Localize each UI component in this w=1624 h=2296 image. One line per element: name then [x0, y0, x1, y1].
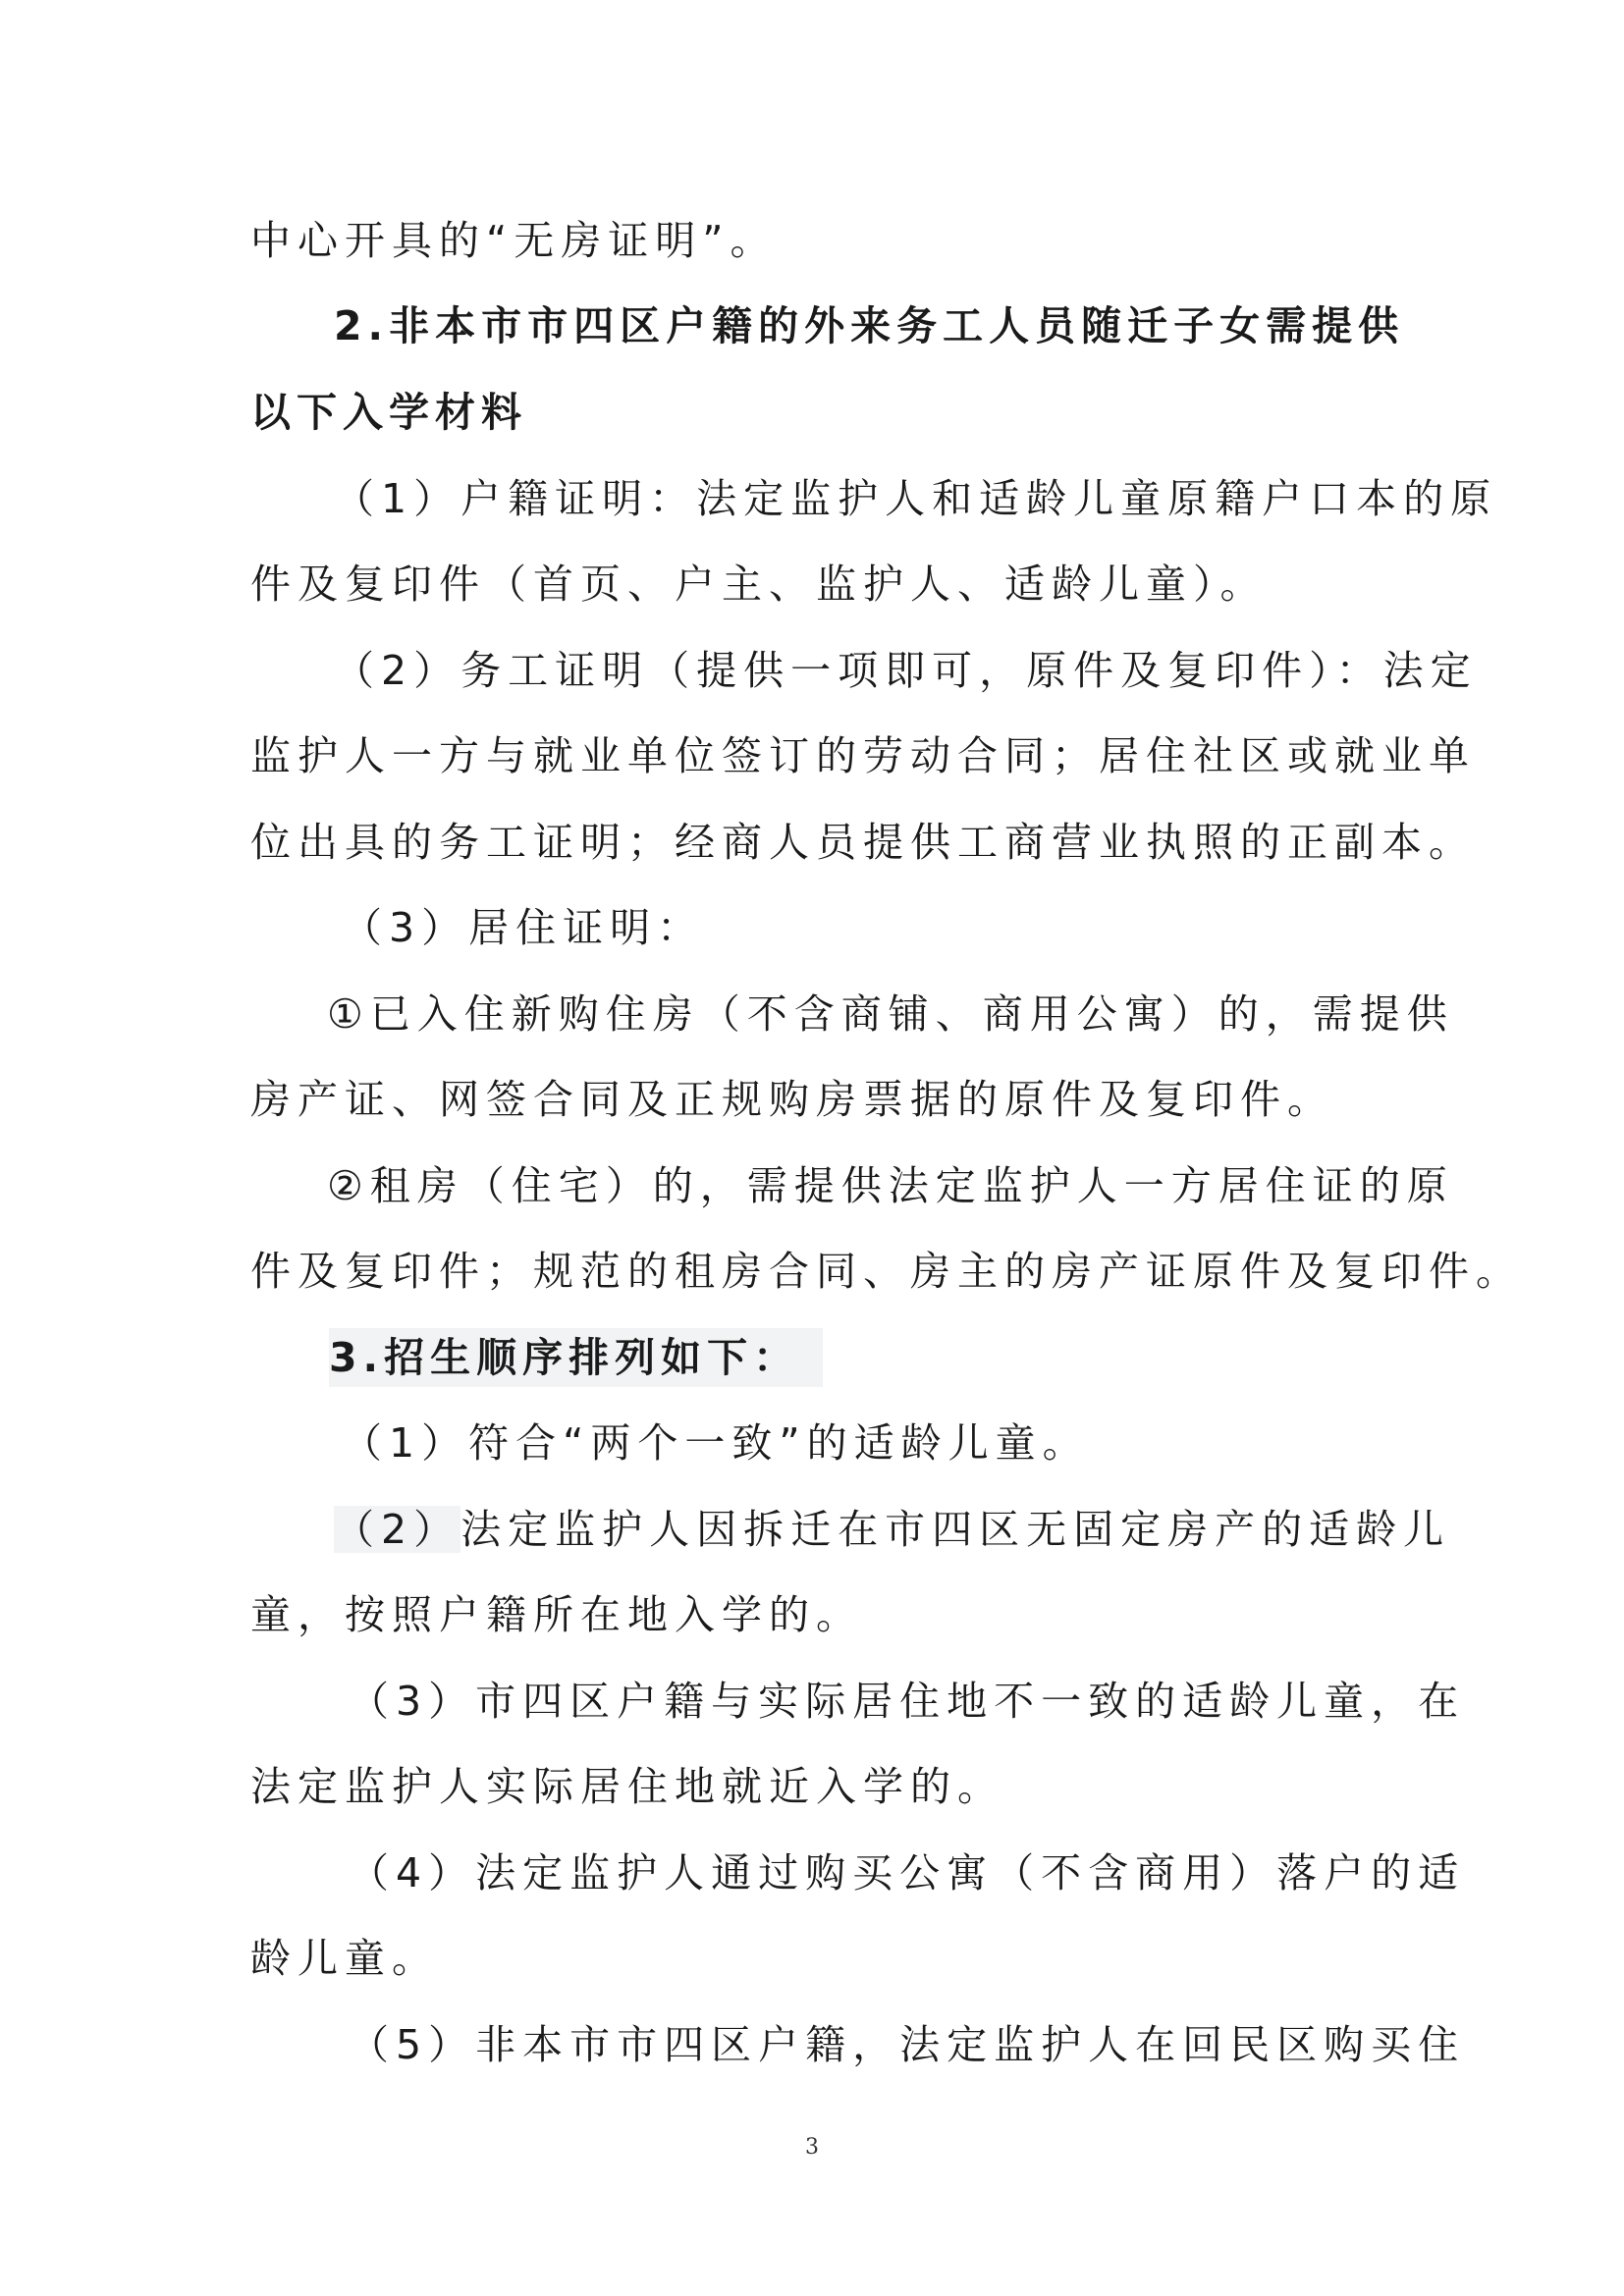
paragraph-line: 中心开具的“无房证明”。 [250, 217, 778, 264]
paragraph-line [334, 1500, 1450, 1559]
paragraph-line: 童，按照户籍所在地入学的。 [250, 1591, 863, 1638]
paragraph-line: 龄儿童。 [250, 1935, 439, 1982]
page-number: 3 [805, 2135, 819, 2160]
paragraph-line: 件及复印件；规范的租房合同、房主的房产证原件及复印件。 [250, 1248, 1523, 1295]
paragraph-line: （3）市四区户籍与实际居住地不一致的适龄儿童，在 [349, 1678, 1466, 1725]
paragraph-line: 房产证、网签合同及正规购房票据的原件及复印件。 [250, 1076, 1334, 1123]
paragraph-line: （3）居住证明： [342, 904, 705, 951]
section-heading-continued: 以下入学材料 [250, 389, 527, 436]
highlighted-item-number: （2） [334, 1506, 461, 1553]
paragraph-text: 法定监护人因拆迁在市四区无固定房产的适龄儿 [460, 1506, 1451, 1553]
paragraph-line: （4）法定监护人通过购买公寓（不含商用）落户的适 [349, 1849, 1466, 1896]
paragraph-line: 位出具的务工证明；经商人员提供工商营业执照的正副本。 [250, 819, 1476, 866]
section-heading: 2.非本市市四区户籍的外来务工人员随迁子女需提供 [334, 302, 1405, 349]
paragraph-line: 法定监护人实际居住地就近入学的。 [250, 1763, 1004, 1810]
section-heading: 3.招生顺序排列如下： [329, 1328, 823, 1387]
paragraph-line: ①已入住新购住房（不含商铺、商用公寓）的，需提供 [327, 990, 1454, 1038]
paragraph-line: （2）务工证明（提供一项即可，原件及复印件）：法定 [334, 647, 1478, 694]
paragraph-line: ②租房（住宅）的，需提供法定监护人一方居住证的原 [327, 1162, 1454, 1209]
paragraph-line: 件及复印件（首页、户主、监护人、适龄儿童）。 [250, 561, 1268, 608]
paragraph-line: （1）户籍证明：法定监护人和适龄儿童原籍户口本的原 [334, 475, 1498, 522]
paragraph-line: 监护人一方与就业单位签订的劳动合同；居住社区或就业单 [250, 732, 1476, 779]
paragraph-line: （5）非本市市四区户籍，法定监护人在回民区购买住 [349, 2021, 1466, 2068]
paragraph-line: （1）符合“两个一致”的适龄儿童。 [342, 1419, 1090, 1467]
